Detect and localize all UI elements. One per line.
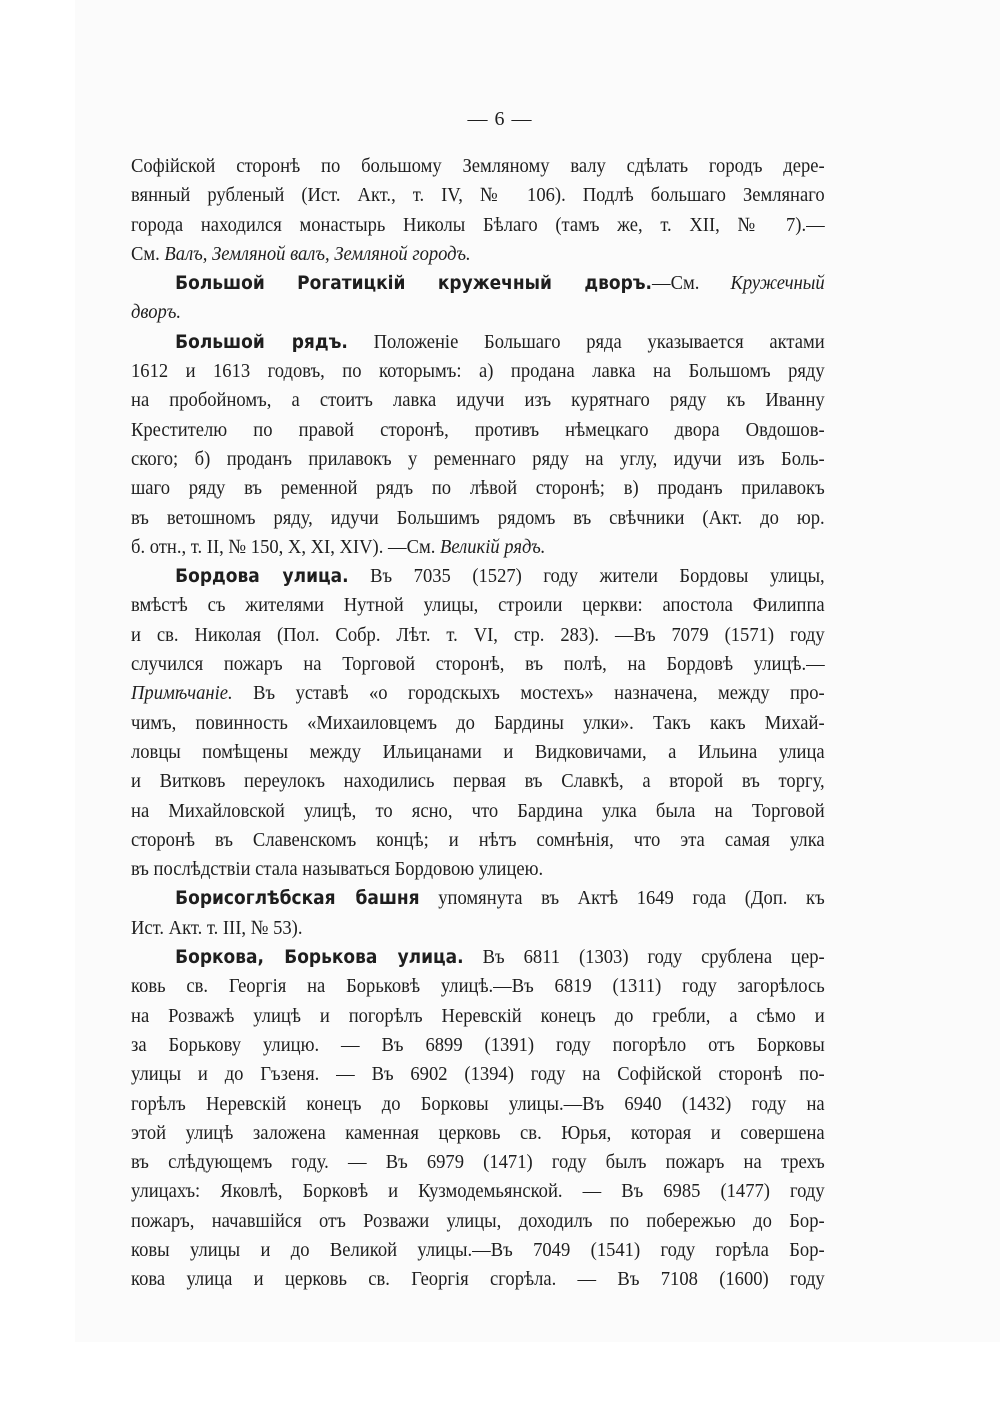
text-line: на пробойномъ, а стоитъ лавка идучи изъ курятнаго ряду къ Иванну [131,389,825,412]
text-line [131,328,825,357]
text-line: въ ветошномъ ряду, идучи Большимъ рядомъ въ свѣчники (Акт. до юр. [131,506,825,529]
entry-text: Въ уставѣ «о городскыхъ мостехъ» назначена, между про- [253,682,825,705]
text-line: въ послѣдствіи стала называться Бордовою улицею. [131,858,544,881]
text-line: пожаръ, начавшійся отъ Розважи улицы, доходилъ по побережью до Бор- [131,1209,825,1232]
see-references-continued: дворъ. [131,301,182,324]
entry-bolshoy-rogatitsky [131,269,825,328]
text-line: вянный рубленый (Ист. Акт., т. IV, № 106). Подлѣ большаго Землянаго [131,184,825,207]
text-line: чимъ, повинность «Михаиловцемъ до Бардины улки». Такъ какъ Михай- [131,711,825,734]
entry-text: Въ 7035 (1527) году жители Бордовы улицы, [370,565,825,588]
text-line: въ слѣдующемъ году. — Въ 6979 (1471) году былъ пожаръ на трехъ [131,1151,825,1174]
entry-text: упомянута въ Актѣ 1649 года (Доп. къ [438,887,825,910]
text-line: этой улицѣ заложена каменная церковь св. Юрья, которая и совершена [131,1121,825,1144]
text-line: улицахъ: Яковлѣ, Борковѣ и Кузмодемьянской. — Въ 6985 (1477) году [131,1180,825,1203]
text-line [131,240,825,269]
entry-text: Положеніе Большаго ряда указывается актами [373,330,825,353]
text-line [131,533,825,562]
text-line: вмѣстѣ съ жителями Нутной улицы, строили церкви: апостола Филиппа [131,594,825,617]
entry-text: Въ 6811 (1303) году срублена цер- [482,946,825,969]
entry-borisoglebskaya-bashnya [131,884,825,943]
text-line: на Розважѣ улицѣ и погорѣлъ Неревскій конецъ до гребли, а сѣмо и [131,1004,825,1027]
text-line: случился пожаръ на Торговой сторонѣ, въ полѣ, на Бордовѣ улицѣ.— [131,653,825,676]
note-label: Примѣчаніе. [131,682,233,705]
text-line: на Михайловской улицѣ, то ясно, что Бардина улка была на Торговой [131,799,825,822]
text-line: и Витковъ переулокъ находились первая въ Славкѣ, а второй въ торгу, [131,770,825,793]
see-references: Валъ, Земляной валъ, Земляной городъ. [164,242,471,265]
text-line: 1612 и 1613 годовъ, по которымъ: а) продана лавка на Большомъ ряду [131,360,825,383]
entry-heading: Бордова улица. [175,566,349,588]
see-label: См. [131,242,160,265]
text-line: шаго ряду въ ременной рядъ по лѣвой сторонѣ; в) проданъ прилавокъ [131,477,825,500]
entry-text: б. отн., т. II, № 150, X, XI, XIV). —См. [131,535,436,558]
text-line: ского; б) проданъ прилавокъ у ременнаго ряду на углу, идучи изъ Боль- [131,447,825,470]
see-references: Кружечный [730,272,825,295]
text-line [131,884,825,913]
text-line: и св. Николая (Пол. Собр. Лѣт. т. VI, стр. 283). —Въ 7079 (1571) году [131,623,825,646]
see-references: Великій рядъ. [440,535,546,558]
text-line: ковь св. Георгія на Борьковѣ улицѣ.—Въ 6819 (1311) году загорѣлось [131,975,825,998]
text-line: Ист. Акт. т. III, № 53). [131,916,303,939]
page-body [131,152,825,1295]
entry-bolshoy-ryad [131,328,825,562]
text-line: кова улица и церковь св. Георгія сгорѣла. — Въ 7108 (1600) году [131,1268,825,1291]
text-line: сторонѣ въ Славенскомъ концѣ; и нѣтъ сомнѣнія, что эта самая улка [131,828,825,851]
page-number: — 6 — [467,108,533,130]
entry-continuation [131,152,825,269]
text-line: Софійской сторонѣ по большому Земляному валу сдѣлать городъ дере- [131,155,825,177]
entry-text: —См. [652,272,700,295]
text-line: ковы улицы и до Великой улицы.—Въ 7049 (1541) году горѣла Бор- [131,1238,825,1261]
entry-heading: Боркова, Борькова улица. [175,947,464,969]
text-line: Крестителю по правой сторонѣ, противъ нѣмецкаго двора Овдошов- [131,418,825,441]
entry-borkova-ulitsa [131,943,825,1295]
text-line: улицы и до Гъзеня. — Въ 6902 (1394) году на Софійской сторонѣ по- [131,1063,825,1086]
text-line [131,269,825,298]
text-line [131,943,825,972]
text-line [131,562,825,591]
text-line: ловцы помѣщены между Ильицанами и Видковичами, а Ильина улица [131,740,825,763]
text-line: города находился монастырь Николы Бѣлаго (тамъ же, т. XII, № 7).— [131,213,825,236]
entry-heading: Большой рядъ. [175,331,348,353]
text-line [131,679,825,708]
entry-bordova-ulitsa [131,562,825,884]
text-line: за Борькову улицю. — Въ 6899 (1391) году погорѣло отъ Борковы [131,1033,825,1056]
entry-heading: Борисоглѣбская башня [175,888,420,910]
text-line: горѣлъ Неревскій конецъ до Борковы улицы.—Въ 6940 (1432) году на [131,1092,825,1115]
entry-heading: Большой Рогатицкій кружечный дворъ. [175,273,653,295]
